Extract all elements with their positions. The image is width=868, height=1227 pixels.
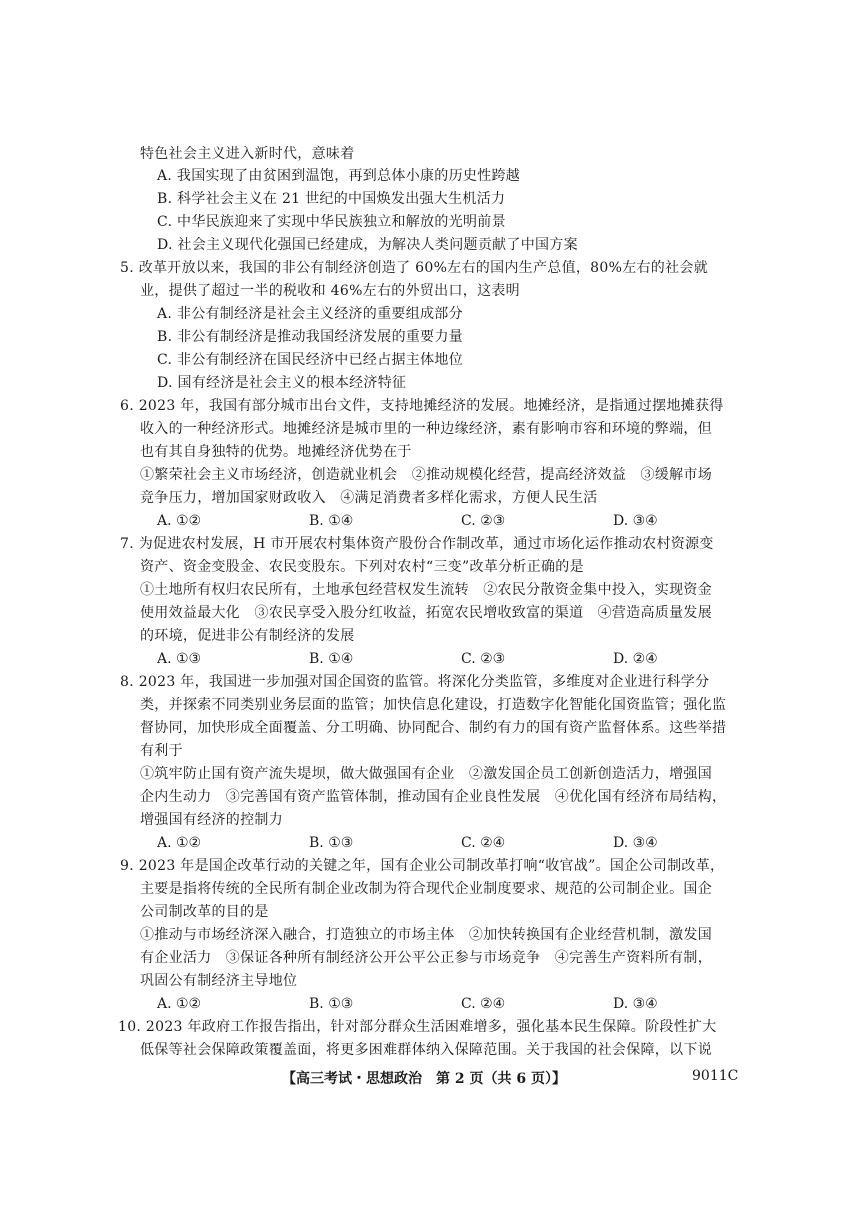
page-footer: [0, 1068, 868, 1090]
option-c: C. ②③: [461, 651, 506, 667]
option-a: A. ①②: [157, 996, 202, 1012]
question-8-stem: 8. 2023 年，我国进一步加强对国企国资的监管。将深化分类监管，多维度对企业进行科学分: [120, 674, 710, 690]
statement-text: 增强国有经济的控制力: [140, 812, 283, 828]
footer-title: 【高三考试・思想政治 第 2 页（共 6 页）】: [282, 1071, 566, 1087]
option-d: D. ③④: [613, 835, 658, 851]
option-text: A. 非公有制经济是社会主义经济的重要组成部分: [157, 306, 463, 322]
question-text: 特色社会主义进入新时代，意味着: [140, 146, 355, 162]
question-text: 类，并探索不同类别业务层面的监管；加快信息化建设，打造数字化智能化国资监管；强化监: [140, 697, 727, 713]
option-text: B. 科学社会主义在 21 世纪的中国焕发出强大生机活力: [157, 191, 506, 207]
option-b: B. ①③: [309, 835, 354, 851]
statement-text: 有企业活力 ③保证各种所有制经济公开公平公正参与市场竞争 ④完善生产资料所有制，: [140, 950, 712, 966]
option-b: B. ①④: [309, 651, 354, 667]
paper-code: 9011C: [692, 1068, 739, 1084]
option-text: C. 非公有制经济在国民经济中已经占据主体地位: [157, 352, 464, 368]
statement-text: 竞争压力，增加国家财政收入 ④满足消费者多样化需求，方便人民生活: [140, 490, 598, 506]
statement-text: 的环境，促进非公有制经济的发展: [140, 628, 355, 644]
question-text: 低保等社会保障政策覆盖面，将更多困难群体纳入保障范围。关于我国的社会保障，以下说: [140, 1042, 712, 1058]
statement-text: 巩固公有制经济主导地位: [140, 973, 298, 989]
option-a: A. ①③: [157, 651, 202, 667]
statement-text: 企内生动力 ③完善国有资产监管体制，推动国有企业良性发展 ④优化国有经济布局结构，: [140, 789, 727, 805]
option-a: A. ①②: [157, 513, 202, 529]
option-c: C. ②④: [461, 996, 506, 1012]
question-text: 资产、资金变股金、农民变股东。下列对农村“三变”改革分析正确的是: [140, 559, 584, 575]
option-c: C. ②④: [461, 835, 506, 851]
question-7-stem: 7. 为促进农村发展，H 市开展农村集体资产股份合作制改革，通过市场化运作推动农村资源变: [120, 536, 714, 552]
option-text: D. 国有经济是社会主义的根本经济特征: [157, 375, 407, 391]
statement-text: 使用效益最大化 ③农民享受入股分红收益，拓宽农民增收致富的渠道 ④营造高质量发展: [140, 605, 712, 621]
option-text: A. 我国实现了由贫困到温饱，再到总体小康的历史性跨越: [157, 168, 521, 184]
question-10-stem: 10. 2023 年政府工作报告指出，针对部分群众生活困难增多，强化基本民生保障。阶段性扩大: [118, 1019, 717, 1035]
question-9-stem: 9. 2023 年是国企改革行动的关键之年，国有企业公司制改革打响“收官战”。国企公司制改革，: [120, 858, 725, 874]
question-5-stem: 5. 改革开放以来，我国的非公有制经济创造了 60%左右的国内生产总值，80%左右的社会就: [120, 260, 708, 276]
option-text: D. 社会主义现代化强国已经建成，为解决人类问题贡献了中国方案: [157, 237, 578, 253]
option-d: D. ③④: [613, 996, 658, 1012]
question-text: 有利于: [140, 743, 183, 759]
question-text: 收入的一种经济形式。地摊经济是城市里的一种边缘经济，素有影响市容和环境的弊端，但: [140, 421, 712, 437]
option-d: D. ③④: [613, 513, 658, 529]
question-text: 业，提供了超过一半的税收和 46%左右的外贸出口，这表明: [140, 283, 520, 299]
option-text: B. 非公有制经济是推动我国经济发展的重要力量: [157, 329, 464, 345]
statement-text: ①繁荣社会主义市场经济，创造就业机会 ②推动规模化经营，提高经济效益 ③缓解市场: [140, 467, 712, 483]
question-text: 公司制改革的目的是: [140, 904, 269, 920]
option-b: B. ①④: [309, 513, 354, 529]
option-d: D. ②④: [613, 651, 658, 667]
option-c: C. ②③: [461, 513, 506, 529]
option-b: B. ①③: [309, 996, 354, 1012]
question-text: 也有其自身独特的优势。地摊经济优势在于: [140, 444, 412, 460]
question-text: 督协同，加快形成全面覆盖、分工明确、协同配合、制约有力的国有资产监督体系。这些举措: [140, 720, 727, 736]
option-a: A. ①②: [157, 835, 202, 851]
question-6-stem: 6. 2023 年，我国有部分城市出台文件，支持地摊经济的发展。地摊经济，是指通过摆地摊获得: [120, 398, 724, 414]
option-text: C. 中华民族迎来了实现中华民族独立和解放的光明前景: [157, 214, 506, 230]
statement-text: ①筑牢防止国有资产流失堤坝，做大做强国有企业 ②激发国企员工创新创造活力，增强国: [140, 766, 712, 782]
question-text: 主要是指将传统的全民所有制企业改制为符合现代企业制度要求、规范的公司制企业。国企: [140, 881, 712, 897]
statement-text: ①推动与市场经济深入融合，打造独立的市场主体 ②加快转换国有企业经营机制，激发国: [140, 927, 712, 943]
statement-text: ①土地所有权归农民所有，土地承包经营权发生流转 ②农民分散资金集中投入，实现资金: [140, 582, 712, 598]
